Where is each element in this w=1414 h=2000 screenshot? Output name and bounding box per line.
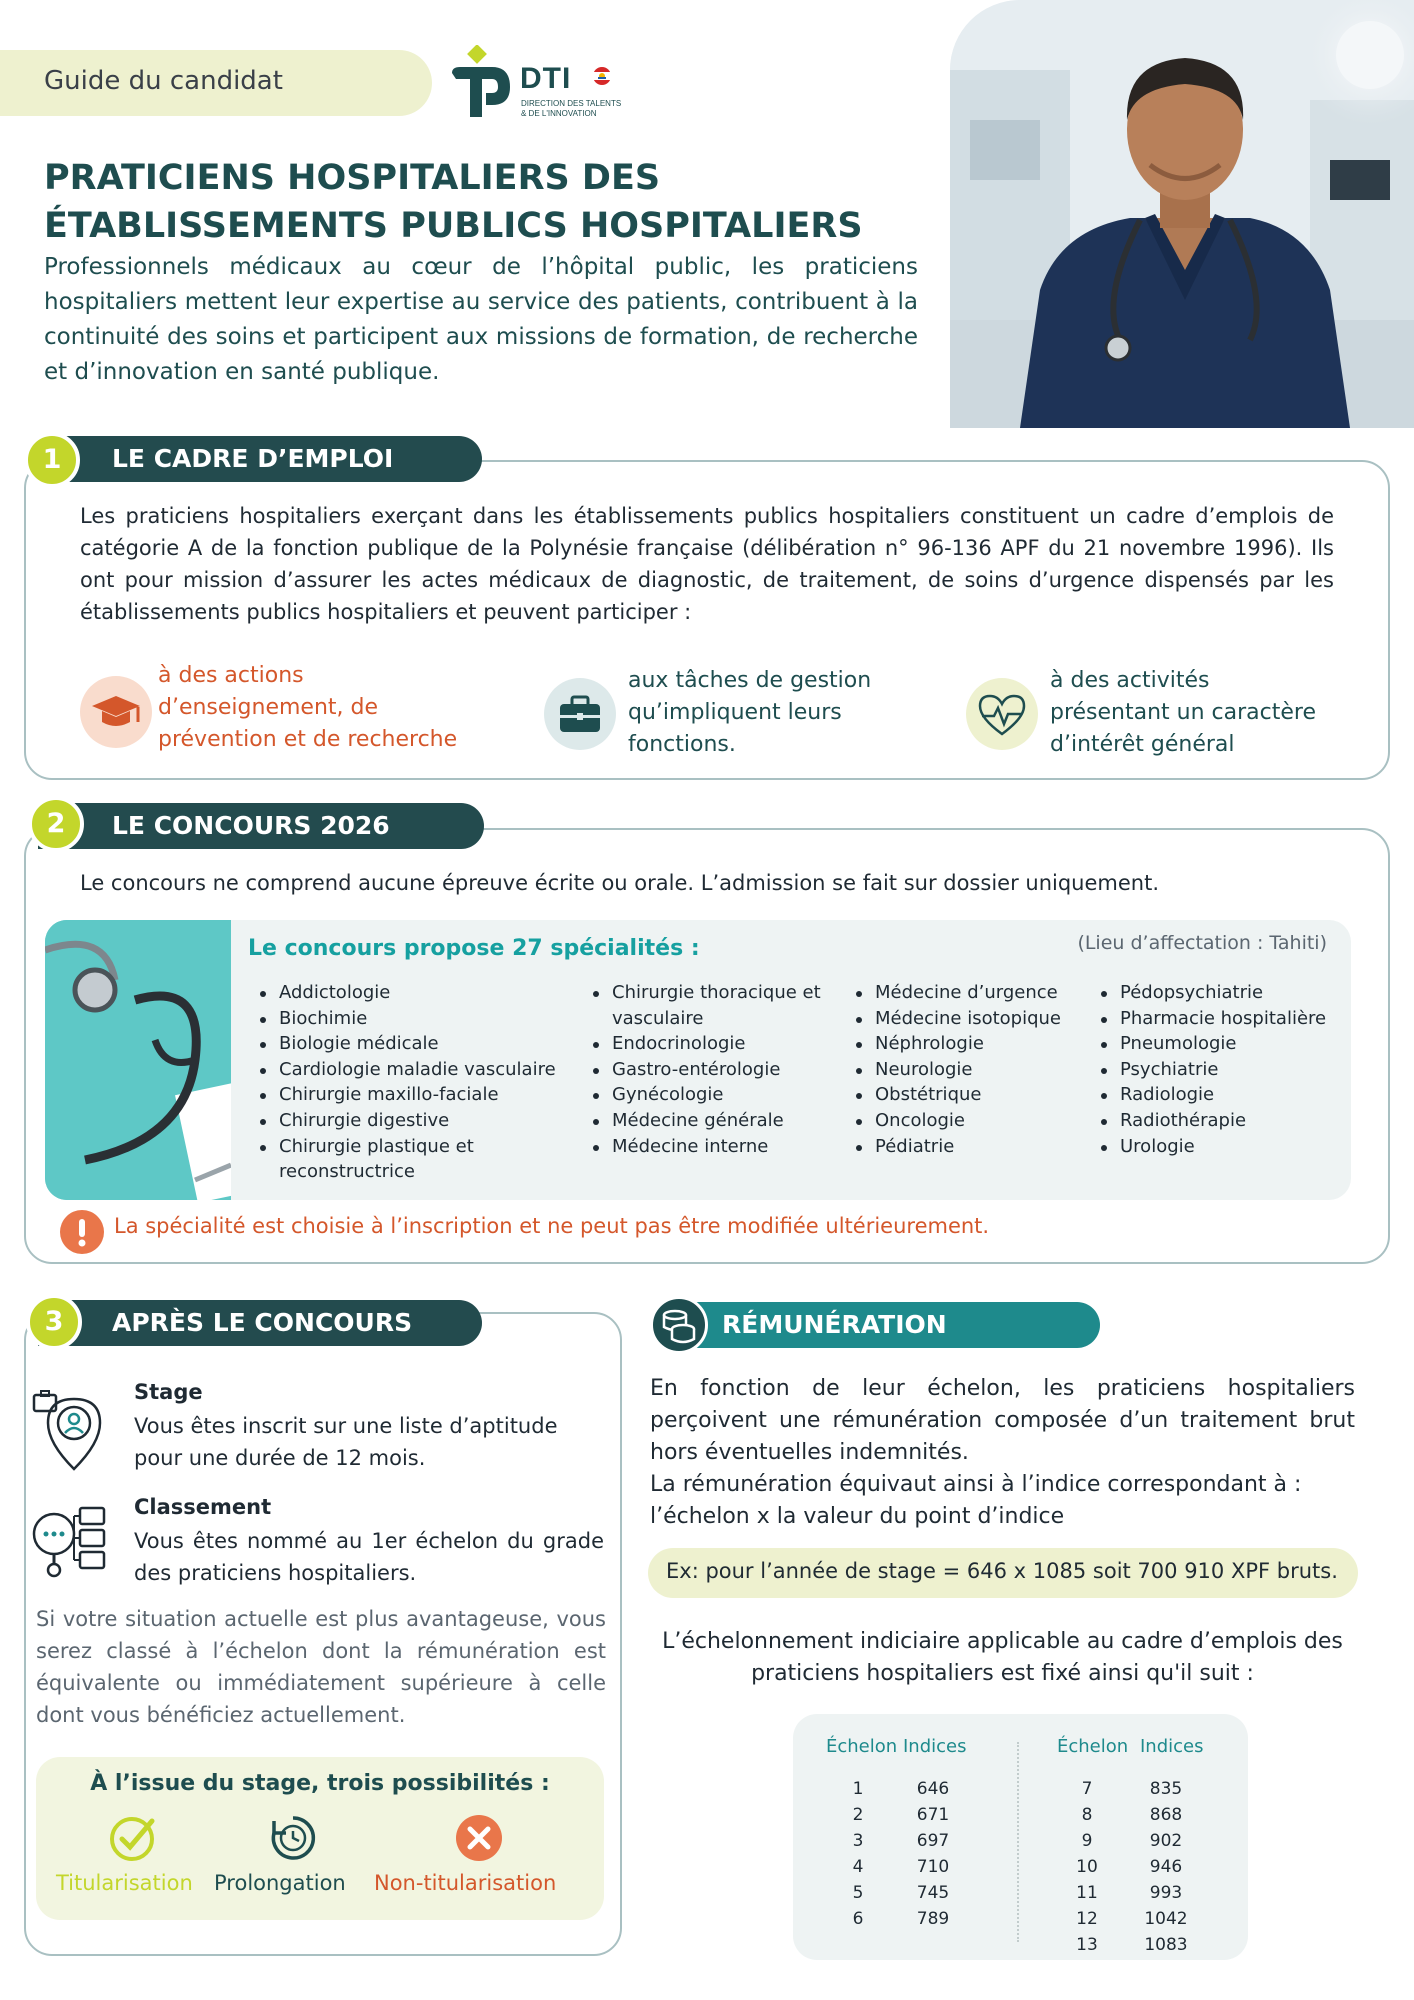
coins-icon [650, 1296, 708, 1354]
remuneration-header [680, 1302, 1100, 1348]
intro-paragraph: Professionnels médicaux au cœur de l’hôpital public, les praticiens hospitaliers mettent leur expertise au service des patients, contribuent à la continuité des soins et participent aux missions de formation, de recherche et d’innovation en santé publique. [44, 254, 918, 385]
table-cell: 902 [1149, 1831, 1183, 1851]
specialty-item: Chirurgie thoracique et [590, 980, 840, 1006]
header-echelon-left: Échelon [826, 1736, 898, 1757]
section-2-body: Le concours ne comprend aucune épreuve écrite ou orale. L’admission se fait sur dossier uniquement. [80, 871, 1159, 895]
left-echelons [843, 1776, 873, 1932]
classement-label: Classement [134, 1495, 272, 1519]
table-cell: 646 [916, 1779, 950, 1799]
classification-search-icon [30, 1500, 110, 1586]
graduation-cap-icon [80, 676, 152, 748]
section-3-number: 3 [26, 1294, 82, 1350]
warning-text: La spécialité est choisie à l’inscription et ne peut pas être modifiée ultérieurement. [114, 1214, 990, 1238]
doctor-photo [950, 0, 1414, 428]
specialties-column-3 [853, 980, 1093, 1159]
guide-label-pill [0, 50, 432, 116]
after-stage-title: À l’issue du stage, trois possibilités : [90, 1771, 550, 1796]
clock-extension-icon [268, 1813, 318, 1863]
table-cell: 697 [916, 1831, 950, 1851]
specialty-item: Psychiatrie [1098, 1057, 1348, 1083]
specialty-item: vasculaire [612, 1007, 704, 1029]
option-prolongation: Prolongation [214, 1871, 346, 1895]
remuneration-title: RÉMUNÉRATION [722, 1310, 947, 1339]
specialty-item: Néphrologie [853, 1031, 1093, 1057]
guide-label: Guide du candidat [44, 66, 283, 96]
specialty-item: Pharmacie hospitalière [1098, 1006, 1348, 1032]
section-1-header [38, 436, 482, 482]
specialty-item: Biologie médicale [257, 1031, 587, 1057]
header-echelon-right: Échelon [1057, 1736, 1129, 1757]
polynesia-flag-icon [593, 67, 611, 85]
heart-pulse-icon [966, 678, 1038, 750]
feature-teaching-text: à des actions d’enseignement, de prévention et de recherche [158, 663, 458, 752]
feature-management-text: aux tâches de gestion qu’impliquent leurs fonctions. [628, 668, 872, 757]
section-2-header [38, 803, 484, 849]
section-3-title: APRÈS LE CONCOURS [112, 1308, 413, 1337]
indices-table [793, 1714, 1248, 1960]
doctor-illustration [950, 0, 1414, 428]
table-divider [1017, 1742, 1019, 1942]
dti-logo-icon [448, 45, 516, 119]
table-cell: 5 [852, 1883, 864, 1903]
left-indices [908, 1776, 958, 1932]
specialties-column-2 [590, 980, 840, 1159]
table-cell: 13 [1076, 1935, 1098, 1955]
check-circle-icon [108, 1813, 158, 1863]
logo-subtitle: DIRECTION DES TALENTS & DE L'INNOVATION [521, 99, 622, 118]
specialty-item: Gastro-entérologie [590, 1057, 840, 1083]
stage-label: Stage [134, 1380, 203, 1404]
specialties-column-4 [1098, 980, 1348, 1159]
section-1-title: LE CADRE D’EMPLOI [112, 444, 394, 473]
table-cell: 671 [916, 1805, 950, 1825]
table-cell: 3 [852, 1831, 864, 1851]
page-title: PRATICIENS HOSPITALIERS DES ÉTABLISSEMENTS PUBLICS HOSPITALIERS [44, 158, 863, 246]
specialty-item: Chirurgie plastique et [257, 1134, 587, 1160]
specialties-panel [45, 920, 1351, 1200]
specialty-item: Chirurgie maxillo-faciale [257, 1082, 587, 1108]
table-cell: 868 [1149, 1805, 1183, 1825]
table-cell: 993 [1149, 1883, 1183, 1903]
x-circle-icon [454, 1813, 504, 1863]
specialty-item: Pédopsychiatrie [1098, 980, 1348, 1006]
table-cell: 710 [916, 1857, 950, 1877]
specialty-item: Oncologie [853, 1108, 1093, 1134]
table-cell: 1083 [1144, 1935, 1188, 1955]
right-echelons [1069, 1776, 1105, 1958]
table-cell: 946 [1149, 1857, 1183, 1877]
briefcase-icon [544, 678, 616, 750]
table-cell: 8 [1081, 1805, 1093, 1825]
specialty-item: Médecine interne [590, 1134, 840, 1160]
location-person-icon [32, 1385, 116, 1471]
right-indices [1139, 1776, 1193, 1958]
table-cell: 1 [852, 1779, 864, 1799]
section-2-title: LE CONCOURS 2026 [112, 811, 390, 840]
specialty-item: Obstétrique [853, 1082, 1093, 1108]
table-cell: 835 [1149, 1779, 1183, 1799]
specialty-item: reconstructrice [279, 1161, 415, 1183]
feature-teaching [80, 676, 152, 748]
table-cell: 6 [852, 1909, 864, 1929]
specialty-item: Addictologie [257, 980, 587, 1006]
section-1-body: Les praticiens hospitaliers exerçant dans les établissements publics hospitaliers constituent un cadre d’emplois de catégorie A de la fonction publique de la Polynésie française (délibération n° 96-136 APF du 21 novembre 1996). Ils ont pour mission d’assurer les actes médicaux de diagnostic, de traitement, de soins d’urgence dispensés par les établissements publics hospitaliers et peuvent participer : [80, 504, 1334, 624]
table-cell: 12 [1076, 1909, 1098, 1929]
feature-general-interest [966, 678, 1038, 750]
section-2-number: 2 [28, 796, 84, 852]
table-cell: 4 [852, 1857, 864, 1877]
table-cell: 10 [1076, 1857, 1098, 1877]
table-cell: 7 [1081, 1779, 1093, 1799]
after-stage-box [36, 1757, 604, 1920]
table-cell: 2 [852, 1805, 864, 1825]
example-box [648, 1548, 1358, 1598]
specialty-item: Neurologie [853, 1057, 1093, 1083]
option-non-titularisation: Non-titularisation [374, 1871, 557, 1895]
header-indices-right: Indices [1140, 1736, 1204, 1757]
table-cell: 9 [1081, 1831, 1093, 1851]
specialty-item: Médecine d’urgence [853, 980, 1093, 1006]
specialty-item: Pédiatrie [853, 1134, 1093, 1160]
header-indices-left: Indices [903, 1736, 967, 1757]
situation-text: Si votre situation actuelle est plus avantageuse, vous serez classé à l’échelon dont la rémunération est équivalente ou immédiatement supérieure à celle dont vous bénéficiez actuellement. [36, 1607, 606, 1727]
specialty-item: Urologie [1098, 1134, 1348, 1160]
specialties-column-1 [257, 980, 587, 1185]
section-3-header [38, 1300, 482, 1346]
table-cell: 789 [916, 1909, 950, 1929]
specialty-item: Radiologie [1098, 1082, 1348, 1108]
warning-icon [60, 1210, 104, 1254]
specialty-item: Pneumologie [1098, 1031, 1348, 1057]
table-cell: 1042 [1144, 1909, 1188, 1929]
example-text: Ex: pour l’année de stage = 646 x 1085 soit 700 910 XPF bruts. [666, 1559, 1338, 1583]
stethoscope-photo [45, 920, 231, 1200]
specialty-item: Médecine isotopique [853, 1006, 1093, 1032]
classement-text: Vous êtes nommé au 1er échelon du grade des praticiens hospitaliers. [134, 1529, 604, 1585]
specialty-item: Gynécologie [590, 1082, 840, 1108]
table-cell: 745 [916, 1883, 950, 1903]
specialty-item: Endocrinologie [590, 1031, 840, 1057]
section-1-number: 1 [24, 432, 80, 488]
remuneration-text: En fonction de leur échelon, les praticiens hospitaliers perçoivent une rémunération composée d’un traitement brut hors éventuelles indemnités. La rémunération équivaut ainsi à l’indice correspondant à : l’échelon x la valeur du point d’indice [650, 1376, 1355, 1529]
stethoscope-icon [45, 920, 231, 1200]
specialty-item: Médecine générale [590, 1108, 840, 1134]
logo-name: DTI [520, 62, 572, 95]
echelonnement-text: L’échelonnement indiciaire applicable au cadre d’emplois des praticiens hospitaliers est fixé ainsi qu'il suit : [662, 1629, 1343, 1686]
specialty-item: Chirurgie digestive [257, 1108, 587, 1134]
feature-general-interest-text: à des activités présentant un caractère d’intérêt général [1050, 668, 1317, 757]
location-label: (Lieu d’affectation : Tahiti) [1077, 932, 1327, 954]
stage-text: Vous êtes inscrit sur une liste d’aptitude pour une durée de 12 mois. [134, 1414, 558, 1470]
table-cell: 11 [1076, 1883, 1098, 1903]
specialty-item: Radiothérapie [1098, 1108, 1348, 1134]
specialties-title: Le concours propose 27 spécialités : [248, 936, 700, 961]
option-titularisation: Titularisation [56, 1871, 193, 1895]
feature-management [544, 678, 616, 750]
specialty-item: Biochimie [257, 1006, 587, 1032]
specialty-item: Cardiologie maladie vasculaire [257, 1057, 587, 1083]
